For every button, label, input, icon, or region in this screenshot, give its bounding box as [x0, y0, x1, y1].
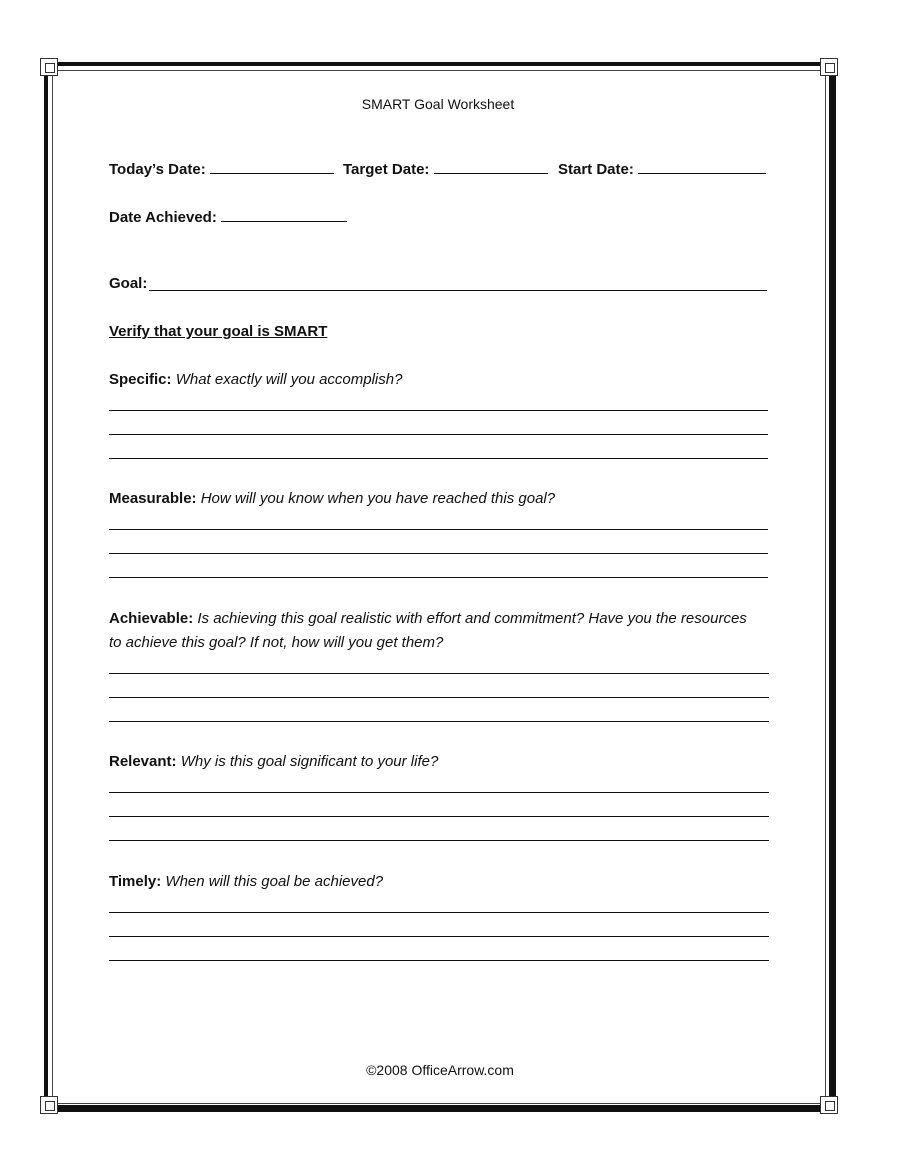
timely-label: Timely:	[109, 873, 162, 890]
measurable-answer-line-1[interactable]	[109, 529, 768, 530]
corner-ornament-bottom-right	[820, 1096, 838, 1114]
timely-answer-line-2[interactable]	[109, 936, 769, 937]
timely-heading	[109, 873, 383, 890]
relevant-heading	[109, 753, 438, 770]
worksheet-title: SMART Goal Worksheet	[361, 96, 515, 112]
specific-answer-line-2[interactable]	[109, 434, 768, 435]
goal-label: Goal:	[109, 275, 148, 292]
achievable-prompt: Is achieving this goal realistic with effort and commitment? Have you the resources	[197, 610, 747, 627]
specific-prompt: What exactly will you accomplish?	[175, 371, 403, 388]
measurable-answer-line-2[interactable]	[109, 553, 768, 554]
achievable-prompt-continued: to achieve this goal? If not, how will you get them?	[109, 634, 444, 651]
relevant-prompt: Why is this goal significant to your life?	[180, 753, 439, 770]
achievable-answer-line-3[interactable]	[109, 721, 769, 722]
corner-ornament-top-left	[40, 58, 58, 76]
start-date-field[interactable]	[558, 159, 766, 178]
date-achieved-label: Date Achieved:	[109, 209, 217, 226]
measurable-answer-line-3[interactable]	[109, 577, 768, 578]
timely-prompt: When will this goal be achieved?	[165, 873, 384, 890]
verify-heading: Verify that your goal is SMART	[109, 323, 328, 340]
corner-ornament-bottom-left	[40, 1096, 58, 1114]
timely-answer-line-1[interactable]	[109, 912, 769, 913]
start-date-label: Start Date:	[558, 161, 634, 178]
timely-answer-line-3[interactable]	[109, 960, 769, 961]
specific-label: Specific:	[109, 371, 172, 388]
specific-answer-line-1[interactable]	[109, 410, 768, 411]
todays-date-blank[interactable]	[210, 159, 334, 174]
target-date-blank[interactable]	[434, 159, 548, 174]
relevant-answer-line-1[interactable]	[109, 792, 769, 793]
start-date-blank[interactable]	[638, 159, 766, 174]
achievable-answer-line-1[interactable]	[109, 673, 769, 674]
goal-answer-line[interactable]	[149, 290, 767, 291]
copyright-footer: ©2008 OfficeArrow.com	[366, 1062, 514, 1078]
relevant-label: Relevant:	[109, 753, 177, 770]
specific-answer-line-3[interactable]	[109, 458, 768, 459]
date-achieved-field[interactable]	[109, 207, 347, 226]
target-date-field[interactable]	[343, 159, 548, 178]
measurable-heading	[109, 490, 555, 507]
relevant-answer-line-2[interactable]	[109, 816, 769, 817]
achievable-heading	[109, 610, 747, 627]
achievable-answer-line-2[interactable]	[109, 697, 769, 698]
measurable-prompt: How will you know when you have reached this goal?	[200, 490, 556, 507]
date-achieved-blank[interactable]	[221, 207, 347, 222]
relevant-answer-line-3[interactable]	[109, 840, 769, 841]
todays-date-field[interactable]	[109, 159, 334, 178]
corner-ornament-top-right	[820, 58, 838, 76]
achievable-label: Achievable:	[109, 610, 194, 627]
measurable-label: Measurable:	[109, 490, 197, 507]
specific-heading	[109, 371, 402, 388]
todays-date-label: Today’s Date:	[109, 161, 206, 178]
target-date-label: Target Date:	[343, 161, 430, 178]
